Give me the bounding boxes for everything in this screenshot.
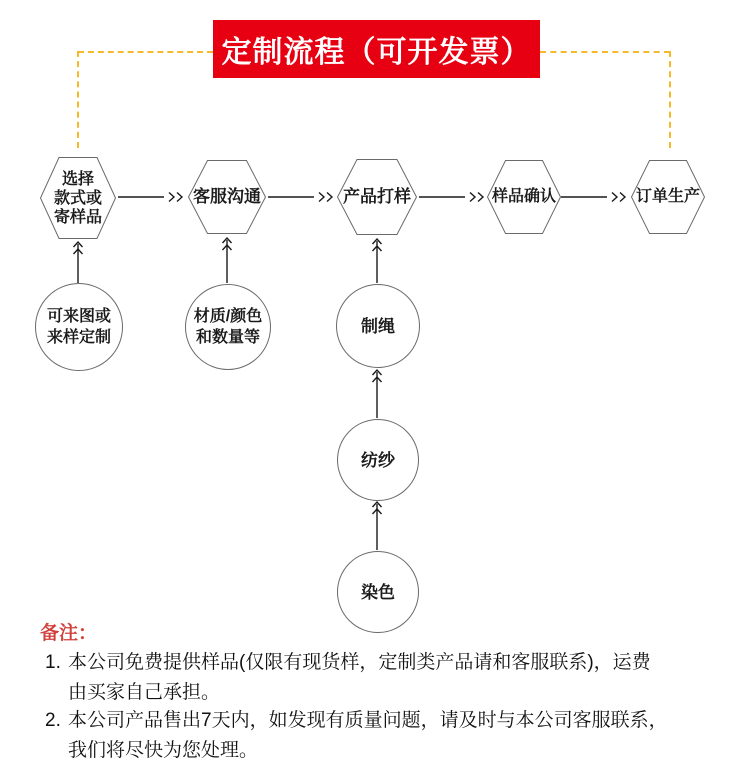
arrow-up-spinning-to-rope xyxy=(371,368,383,418)
arrow-up-circle1-to-hex1 xyxy=(72,240,84,283)
note-text xyxy=(68,648,651,708)
hexagon-step-product-sample xyxy=(337,159,417,235)
note-number: 2. xyxy=(45,710,61,731)
note-item-1 xyxy=(45,648,651,708)
hexagon-label-line: 订单生产 xyxy=(635,188,700,205)
note-item-2 xyxy=(45,706,668,766)
note-text-line: 本公司产品售出7天内，如发现有质量问题，请及时与本公司客服联系， xyxy=(68,710,668,731)
circle-rope-making xyxy=(336,284,420,368)
note-text xyxy=(68,706,668,766)
dashed-connector-left-horizontal xyxy=(78,51,213,53)
arrow-up-dyeing-to-spinning xyxy=(371,500,383,550)
circle-material-color-qty xyxy=(185,284,271,370)
hexagon-step-sample-confirm xyxy=(487,160,561,234)
dashed-connector-left-vertical xyxy=(77,51,79,148)
dashed-connector-right-horizontal xyxy=(540,51,670,53)
note-text-line: 本公司免费提供样品(仅限有现货样，定制类产品请和客服联系)，运费 xyxy=(68,652,651,673)
hexagon-label-line: 选择 xyxy=(61,170,94,188)
circle-label-line: 来样定制 xyxy=(46,329,111,346)
circle-label-line: 制绳 xyxy=(361,316,395,336)
notes-heading: 备注： xyxy=(40,623,98,644)
hexagon-label xyxy=(631,160,705,234)
hexagon-label xyxy=(188,160,266,234)
arrow-right-3 xyxy=(419,191,487,203)
circle-label-line: 染色 xyxy=(361,582,395,602)
arrow-right-4 xyxy=(561,191,629,203)
note-number: 1. xyxy=(45,652,61,673)
circle-label-line: 纺纱 xyxy=(361,450,395,470)
hexagon-label xyxy=(487,160,561,234)
hexagon-label-line: 产品打样 xyxy=(343,187,411,206)
arrow-up-circle2-to-hex2 xyxy=(221,236,233,283)
hexagon-label xyxy=(40,157,116,239)
circle-dyeing xyxy=(337,551,419,633)
banner-title: 定制流程（可开发票） xyxy=(221,36,532,69)
circle-drawing-or-sample xyxy=(35,283,123,371)
hexagon-step-customer-service xyxy=(188,160,266,234)
hexagon-label xyxy=(337,159,417,235)
circle-label-line: 材质/颜色 xyxy=(193,308,263,325)
circle-label-line: 和数量等 xyxy=(195,329,260,346)
hexagon-label-line: 款式或 xyxy=(53,189,102,207)
process-title-banner xyxy=(213,20,540,78)
hexagon-label-line: 寄样品 xyxy=(53,208,102,226)
arrow-right-1 xyxy=(118,191,186,203)
hexagon-label-line: 客服沟通 xyxy=(193,187,261,206)
circle-label-line: 可来图或 xyxy=(46,308,111,325)
hexagon-label-line: 样品确认 xyxy=(491,188,556,205)
hexagon-step-order-production xyxy=(631,160,705,234)
arrow-up-circle3-to-hex3 xyxy=(371,237,383,283)
dashed-connector-right-vertical xyxy=(669,51,671,148)
note-text-line: 我们将尽快为您处理。 xyxy=(68,740,259,761)
circle-spinning xyxy=(337,419,419,501)
arrow-right-2 xyxy=(268,191,336,203)
hexagon-step-select-style xyxy=(40,157,116,239)
note-text-line: 由买家自己承担。 xyxy=(68,682,221,703)
